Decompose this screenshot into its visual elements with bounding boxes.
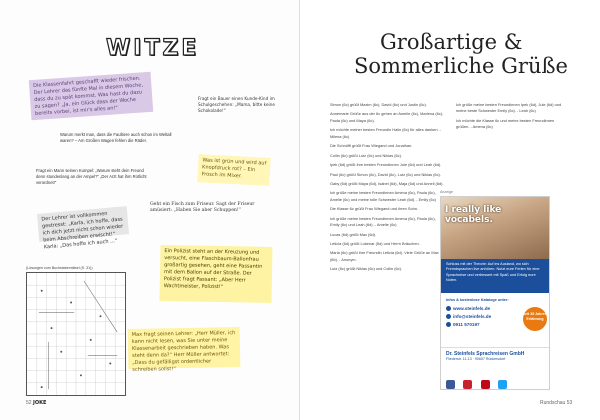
footer-label: Rundschau xyxy=(540,400,566,406)
page-number-right: 53 xyxy=(566,400,573,406)
greeting-item: Collin (6c) grüßt Lutz (6c) und Niklas (6c). xyxy=(330,152,402,158)
footer-left xyxy=(26,400,46,406)
ad-email-text: info@steinfels.de xyxy=(453,314,492,319)
page-number-left: 52 xyxy=(26,400,32,406)
greeting-item: Ich grüße meine besten Freundinnen Amena (6c), Paula (6c), Amelie (6c) und meine tolle Schwester Leah (6d). - Emily (6c) xyxy=(330,190,436,202)
youtube-icon[interactable] xyxy=(463,380,472,389)
greeting-item: Ich grüße meine besten Freundinnen Amena (6c), Paula (6c), Emily (6c) und Leah (6d). - Amelie (6c) xyxy=(330,215,436,228)
greeting-item: Leticia (6d) grüßt Lukenar (5d) und Herrn Bräuchen. xyxy=(330,241,420,246)
puzzle-caption: (Lösungen zum Buchstabenrätsel (S. 31)) xyxy=(26,266,93,270)
joke-note-frosch: Was ist grün und wird auf Knopfdruck rot? – Ein Frosch im Mixer. xyxy=(197,154,270,186)
greeting-item: Ich grüße meine besten Freundinnen Ipek (6d), Jule (6d) und meine beste Schwester Emily (6c). - Leah (6c) xyxy=(456,102,562,114)
greetings-column-b xyxy=(456,102,568,134)
greetings-title xyxy=(354,30,568,78)
greeting-item: Gaby (6d) grüßt Maya (6d), Isabel (6d), Maja (6d) und Anneli (6d). xyxy=(330,180,444,186)
puzzle-grid xyxy=(26,272,126,396)
ad-blue-text: Schluss mit der Theorie: Auf ins Ausland, wo sich Fremdsprachen live anhören. Nutzt eure Ferien für eine Sprachreise und verbessert mit Spaß und Erfolg eure Noten. xyxy=(441,259,550,293)
ad-headline: I really like vocabels. xyxy=(445,205,502,225)
ad-company-name: Dr. Steinfels Sprachreisen GmbH xyxy=(446,351,525,357)
footer-logo: JOKE xyxy=(32,400,47,406)
greetings-column-a xyxy=(330,102,444,276)
ad-company xyxy=(441,347,550,369)
greeting-item: Lutz (6c) grüßt Niklas (6c) und Collin (6c). xyxy=(330,266,402,272)
ad-phone-text: 0911 570197 xyxy=(453,322,480,327)
greeting-item: Maria (6c) grüßt ihre Freundin Leticia (6d). Viele Grüße an Max (6b). - Anonym. xyxy=(330,250,439,262)
mail-icon xyxy=(446,314,451,319)
pinterest-icon[interactable] xyxy=(481,380,490,389)
greeting-item: Lucas (6d) grüßt Max (6d). xyxy=(330,231,377,237)
greeting-item: Annemarie Grüße aus der 6c gehen an Amelie (6c), Marlena (6c), Paula (6c) und Maya (6c). xyxy=(330,111,444,123)
ad-social-row xyxy=(441,373,550,390)
joke-note-karla: Der Lehrer ist vollkommen gestresst: „Karla, ich hoffe, dass ich dich jetzt nicht schon wieder beim Abschreiben erwischt!“ Karla: „Das hoffe ich auch ...“ xyxy=(37,206,129,242)
greeting-item: Paul (6c) grüßt Simon (6c), David (6c), Lutz (6c) und Niklas (6c). xyxy=(330,171,441,177)
phone-icon xyxy=(446,322,451,327)
globe-icon xyxy=(446,306,451,311)
joke-bauer: Fragt ein Bauer einen Kunde-Kind im Schulgeschehen: „Mama, bitte keine Schokolade!“ xyxy=(198,96,275,113)
greetings-title-line1: Großartige & xyxy=(380,30,523,54)
facebook-icon[interactable] xyxy=(446,380,455,389)
ad-web-text: www.steinfels.de xyxy=(453,306,491,311)
greetings-title-line2: Sommerliche Grüße xyxy=(354,54,568,78)
greeting-item: Simon (6c) grüßt Maxim (6c), David (6c) und Justin (6c). xyxy=(330,102,427,107)
witze-title: WITZE xyxy=(106,36,200,61)
joke-fisch: Geht ein Fisch zum Friseur. Sagt der Friseur amüsiert: „Haben Sie aber Schuppen!“ xyxy=(150,202,255,213)
joke-ampel: Fragt ein Mann seinen Kumpel: „Warum steht dein Freund denn stundenlang an der Ampel?“ „Der Arzt hat ihm Rotlicht verordnet!“ xyxy=(36,168,147,185)
ad-label: Anzeige xyxy=(440,190,453,194)
ad-company-address: Fliederstr. 11-13 · 90607 Rückersdorf xyxy=(446,357,506,361)
greeting-item: Die Schnüffl grüßt Frau Wiegand und Jonathan. xyxy=(330,143,413,149)
joke-note-polizist: Ein Polizist steht an der Kreuzung und versucht, eine Flaschbaum-Ballonfrau großartig gesehen, geht eine Passantin mit dem Ballon auf der Straße. Der Polizist fragt Passant: „Aber Herr Wachtmeister, Polizist!“ xyxy=(160,245,273,303)
greeting-item: Ipek (6d) grüßt ihre besten Freundinnen Jule (6d) und Leah (6d). xyxy=(330,162,442,168)
greeting-item: Die Klasse 6c grüßt Frau Wiegand und ihren Sohn. xyxy=(330,206,419,212)
twitter-icon[interactable] xyxy=(498,380,507,389)
greeting-item: Ich möchte die Klasse 6c und meine besten Freundinnen grüßen. - Amena (6c) xyxy=(456,117,555,130)
ad-photo xyxy=(441,197,550,259)
ad-info-head: Infos & kostenlose Kataloge unter: xyxy=(446,298,509,302)
ad-badge: seit 35 Jahren Erfahrung xyxy=(523,307,547,331)
joke-note-lehrer: Max fragt seinen Lehrer: „Herr Müller, ich kann nicht lesen, was Sie unter meine Klassenarbeit geschrieben haben. Was steht denn da?“ Herr Müller antwortet: „Dass du gefälligst ordentlicher schreiben sollst!“ xyxy=(128,327,241,369)
joke-faultiere: Warum merkt man, dass die Faultiere auch schon im Weltall waren? – Am Großen Wagen fehlen die Räder. xyxy=(60,132,172,143)
footer-right xyxy=(540,400,572,406)
ad-steinfels[interactable] xyxy=(440,196,550,390)
greeting-item: Ich möchte meiner besten Freundin Halin (6c) für alles danken. - Milena (6c) xyxy=(330,127,441,139)
joke-note-purple: Die Klassenfahrt geschafft wieder frischen. Der Lehrer das fünfte Mal in diesem Woche, dass du zu spät kommst. Was hast du dazu zu sagen? „Ja, ein Glück dass der Woche bereits vorbei, ist mir's alles an!“ xyxy=(29,72,153,120)
